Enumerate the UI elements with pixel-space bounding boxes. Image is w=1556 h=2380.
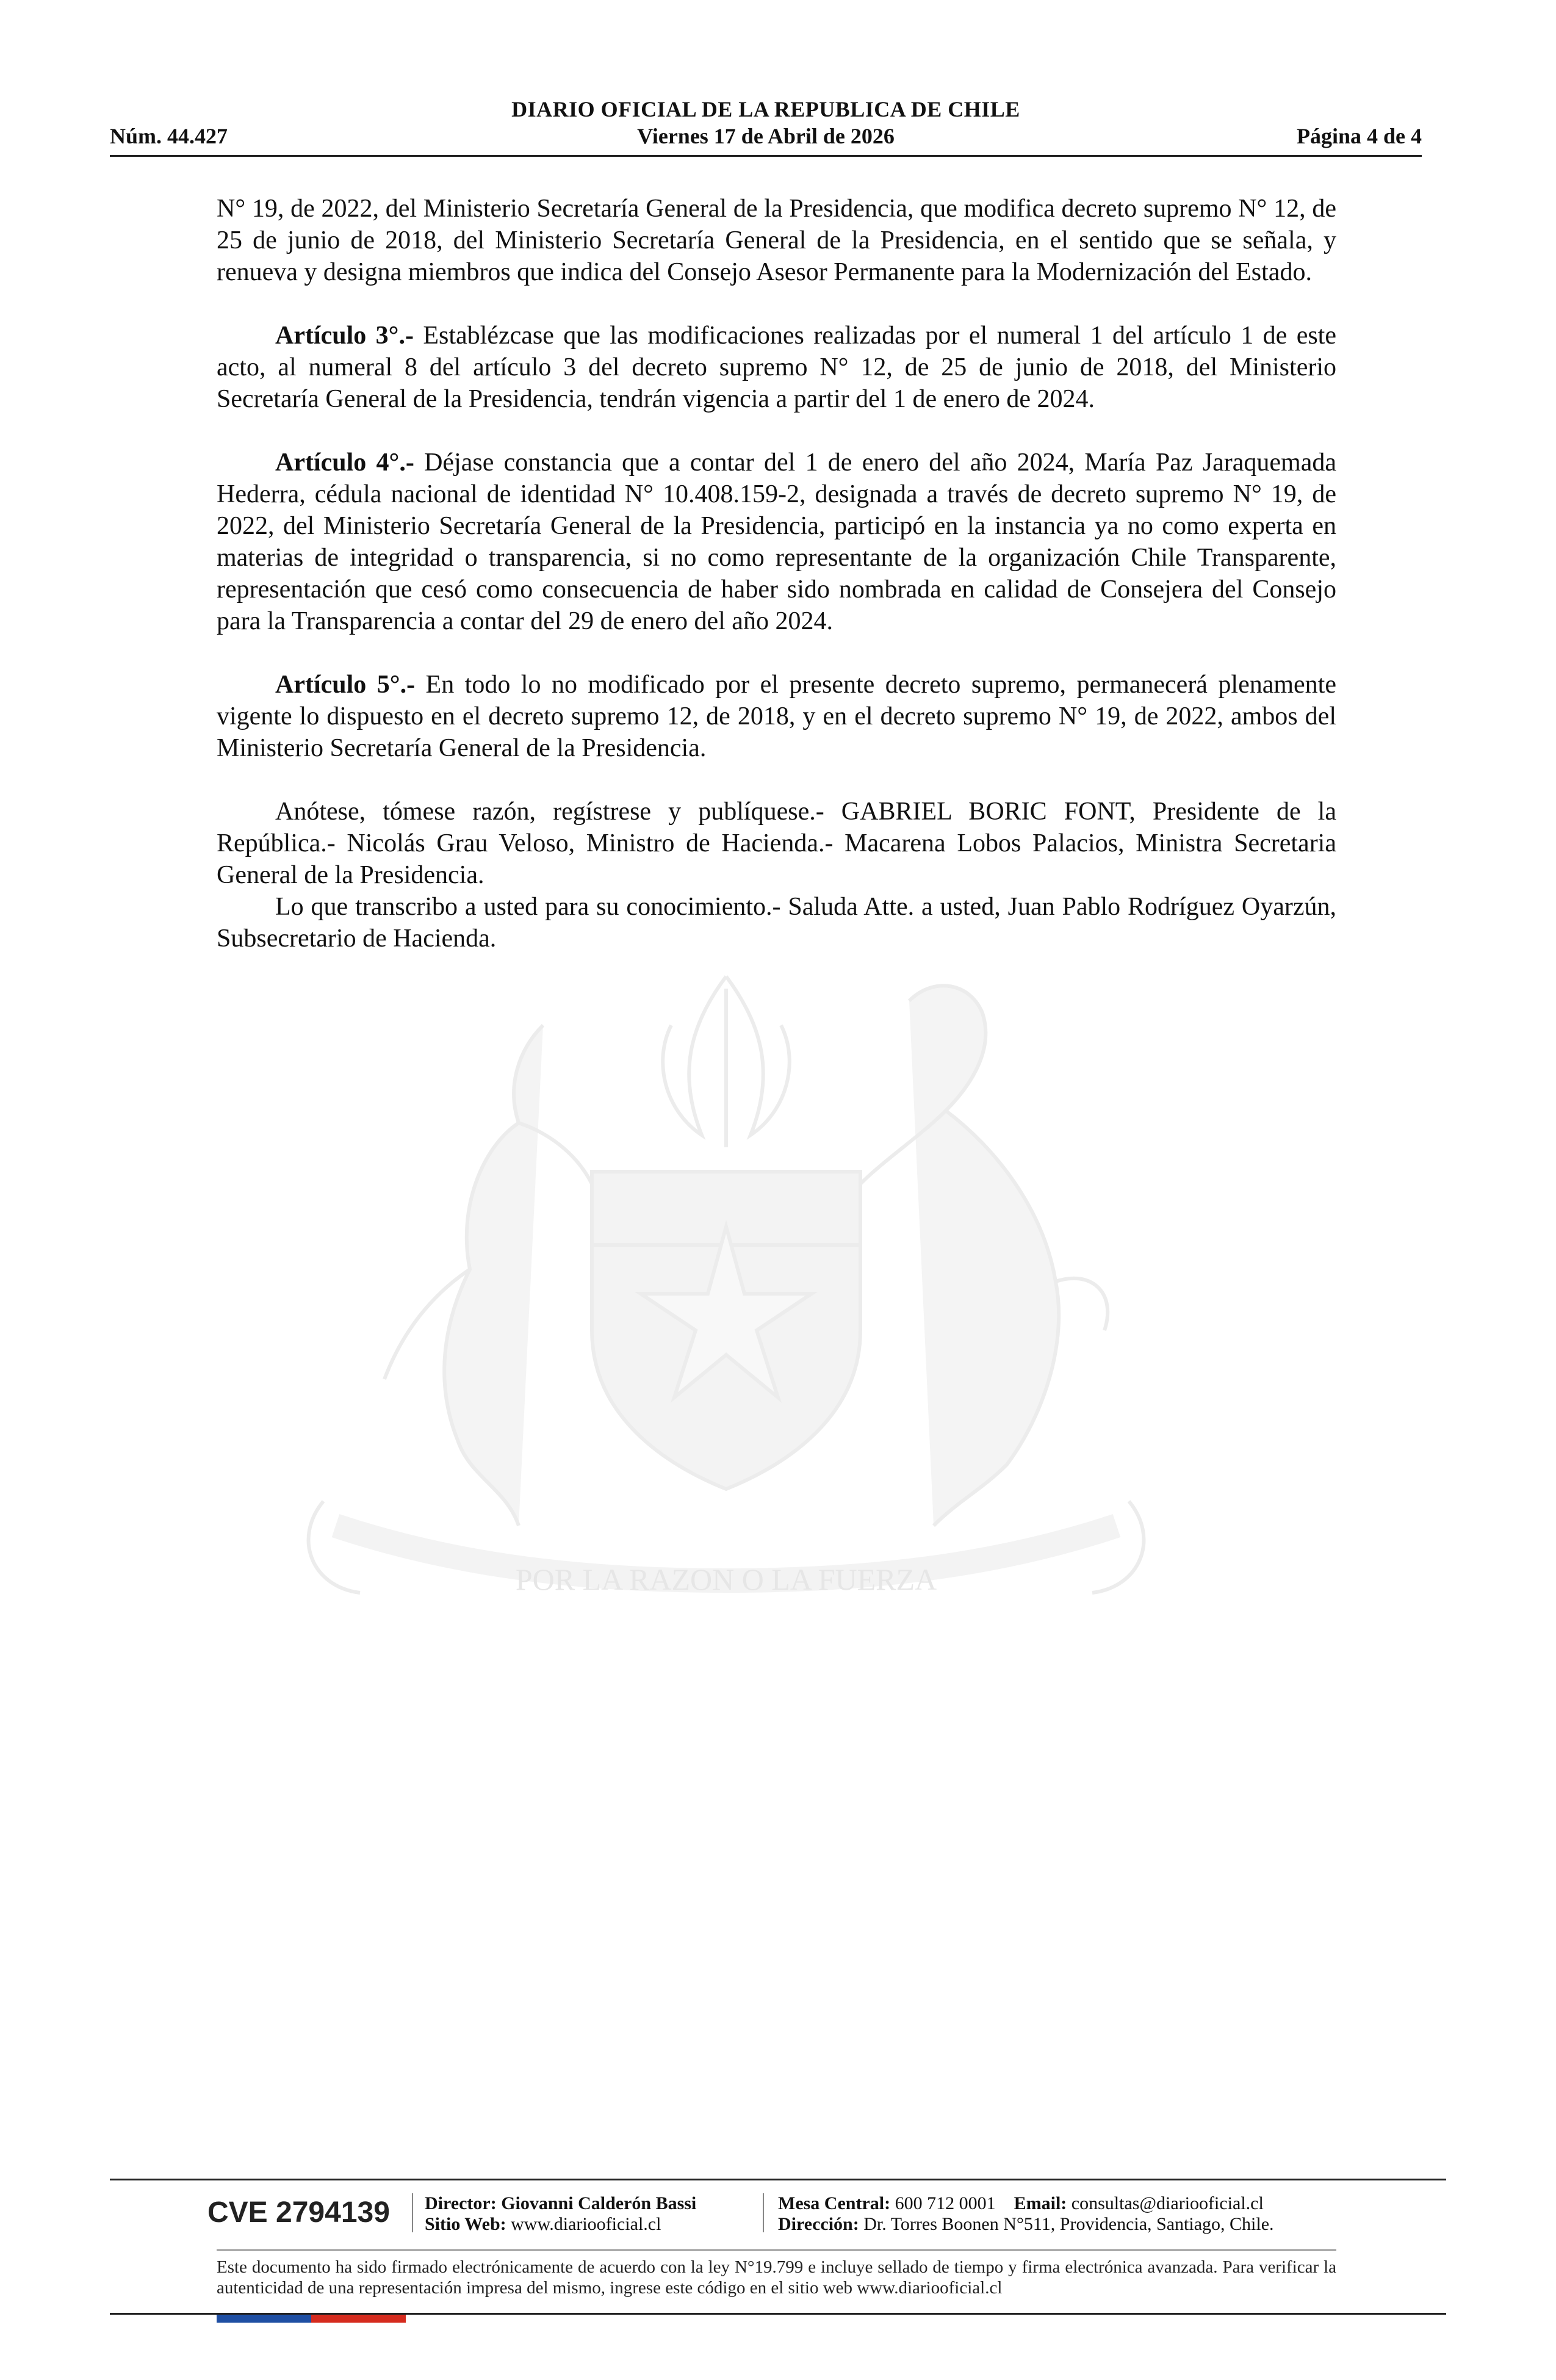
email-label: Email:: [1014, 2193, 1067, 2213]
footer-separator: [763, 2193, 764, 2232]
footer-separator: [412, 2193, 413, 2232]
website-link[interactable]: www.diariooficial.cl: [511, 2214, 661, 2234]
flag-stripe: [217, 2315, 406, 2323]
issue-number: Núm. 44.427: [110, 124, 228, 148]
coat-of-arms-watermark: [201, 952, 1251, 1635]
footer-info: [207, 2190, 1342, 2238]
flag-red-segment: [311, 2315, 406, 2323]
address-value: Dr. Torres Boonen N°511, Providencia, Santiago, Chile.: [863, 2214, 1274, 2234]
signature-notice: Este documento ha sido firmado electrónicamente de acuerdo con la ley N°19.799 e incluye sellado de tiempo y firma electrónica avanzada. Para verificar la autenticidad de una representación impresa del mismo, ingrese este código en el sitio web www.diariooficial.cl: [217, 2257, 1336, 2298]
article-4-label: Artículo 4°.-: [275, 449, 414, 477]
article-5-text: En todo lo no modificado por el presente decreto supremo, permanecerá plenamente vigente lo dispuesto en el decreto supremo 12, de 2018, y en el decreto supremo N° 19, de 2022, ambos del Ministerio Secretaría General de la Presidencia.: [217, 671, 1336, 762]
page-header: [110, 96, 1422, 157]
address-label: Dirección:: [778, 2214, 859, 2234]
article-5-label: Artículo 5°.-: [275, 671, 416, 699]
director-name: Giovanni Calderón Bassi: [501, 2193, 697, 2213]
article-3: [217, 320, 1336, 415]
paragraph-intro: N° 19, de 2022, del Ministerio Secretaría General de la Presidencia, que modifica decreto supremo N° 12, de 25 de junio de 2018, del Ministerio Secretaría General de la Presidencia, en el sentido que se señala, y renueva y designa miembros que indica del Consejo Asesor Permanente para la Modernización del Estado.: [217, 195, 1336, 286]
article-4: [217, 447, 1336, 637]
footer-divider-top: [110, 2179, 1446, 2180]
issue-date: Viernes 17 de Abril de 2026: [637, 124, 895, 148]
footer-contact-block: [778, 2193, 1274, 2235]
article-5: [217, 669, 1336, 764]
phone-value: 600 712 0001: [895, 2193, 996, 2213]
transcription-paragraph: Lo que transcribo a usted para su conocimiento.- Saluda Atte. a usted, Juan Pablo Rodríguez Oyarzún, Subsecretario de Hacienda.: [217, 893, 1336, 953]
motto-text: POR LA RAZON O LA FUERZA: [515, 1562, 937, 1596]
footer-director-block: [425, 2193, 696, 2235]
closing-paragraph: Anótese, tómese razón, regístrese y publíquese.- GABRIEL BORIC FONT, Presidente de la República.- Nicolás Grau Veloso, Ministro de Hacienda.- Macarena Lobos Palacios, Ministra Secretaria General de la Presidencia.: [217, 798, 1336, 889]
email-link[interactable]: consultas@diariooficial.cl: [1071, 2193, 1264, 2213]
director-label: Director:: [425, 2193, 497, 2213]
article-3-text: Establézcase que las modificaciones realizadas por el numeral 1 del artículo 1 de este acto, al numeral 8 del artículo 3 del decreto supremo N° 12, de 25 de junio de 2018, del Ministerio Secretaría General de la Presidencia, tendrán vigencia a partir del 1 de enero de 2024.: [217, 322, 1336, 413]
document-body: [217, 193, 1336, 954]
newspaper-title: DIARIO OFICIAL DE LA REPUBLICA DE CHILE: [511, 97, 1020, 121]
article-3-label: Artículo 3°.-: [275, 322, 414, 350]
website-label: Sitio Web:: [425, 2214, 506, 2234]
article-4-text: Déjase constancia que a contar del 1 de enero del año 2024, María Paz Jaraquemada Hederra, cédula nacional de identidad N° 10.408.159-2, designada a través de decreto supremo N° 19, de 2022, del Ministerio Secretaría General de la Presidencia, participó en la instancia ya no como experta en materias de integridad o transparencia, si no como representante de la organización Chile Transparente, representación que cesó como consecuencia de haber sido nombrada en calidad de Consejera del Consejo para la Transparencia a contar del 29 de enero del año 2024.: [217, 449, 1336, 635]
phone-label: Mesa Central:: [778, 2193, 891, 2213]
footer-divider-mid: [217, 2249, 1336, 2251]
cve-code: CVE 2794139: [207, 2196, 390, 2229]
page-indicator: Página 4 de 4: [1296, 124, 1422, 148]
flag-blue-segment: [217, 2315, 311, 2323]
